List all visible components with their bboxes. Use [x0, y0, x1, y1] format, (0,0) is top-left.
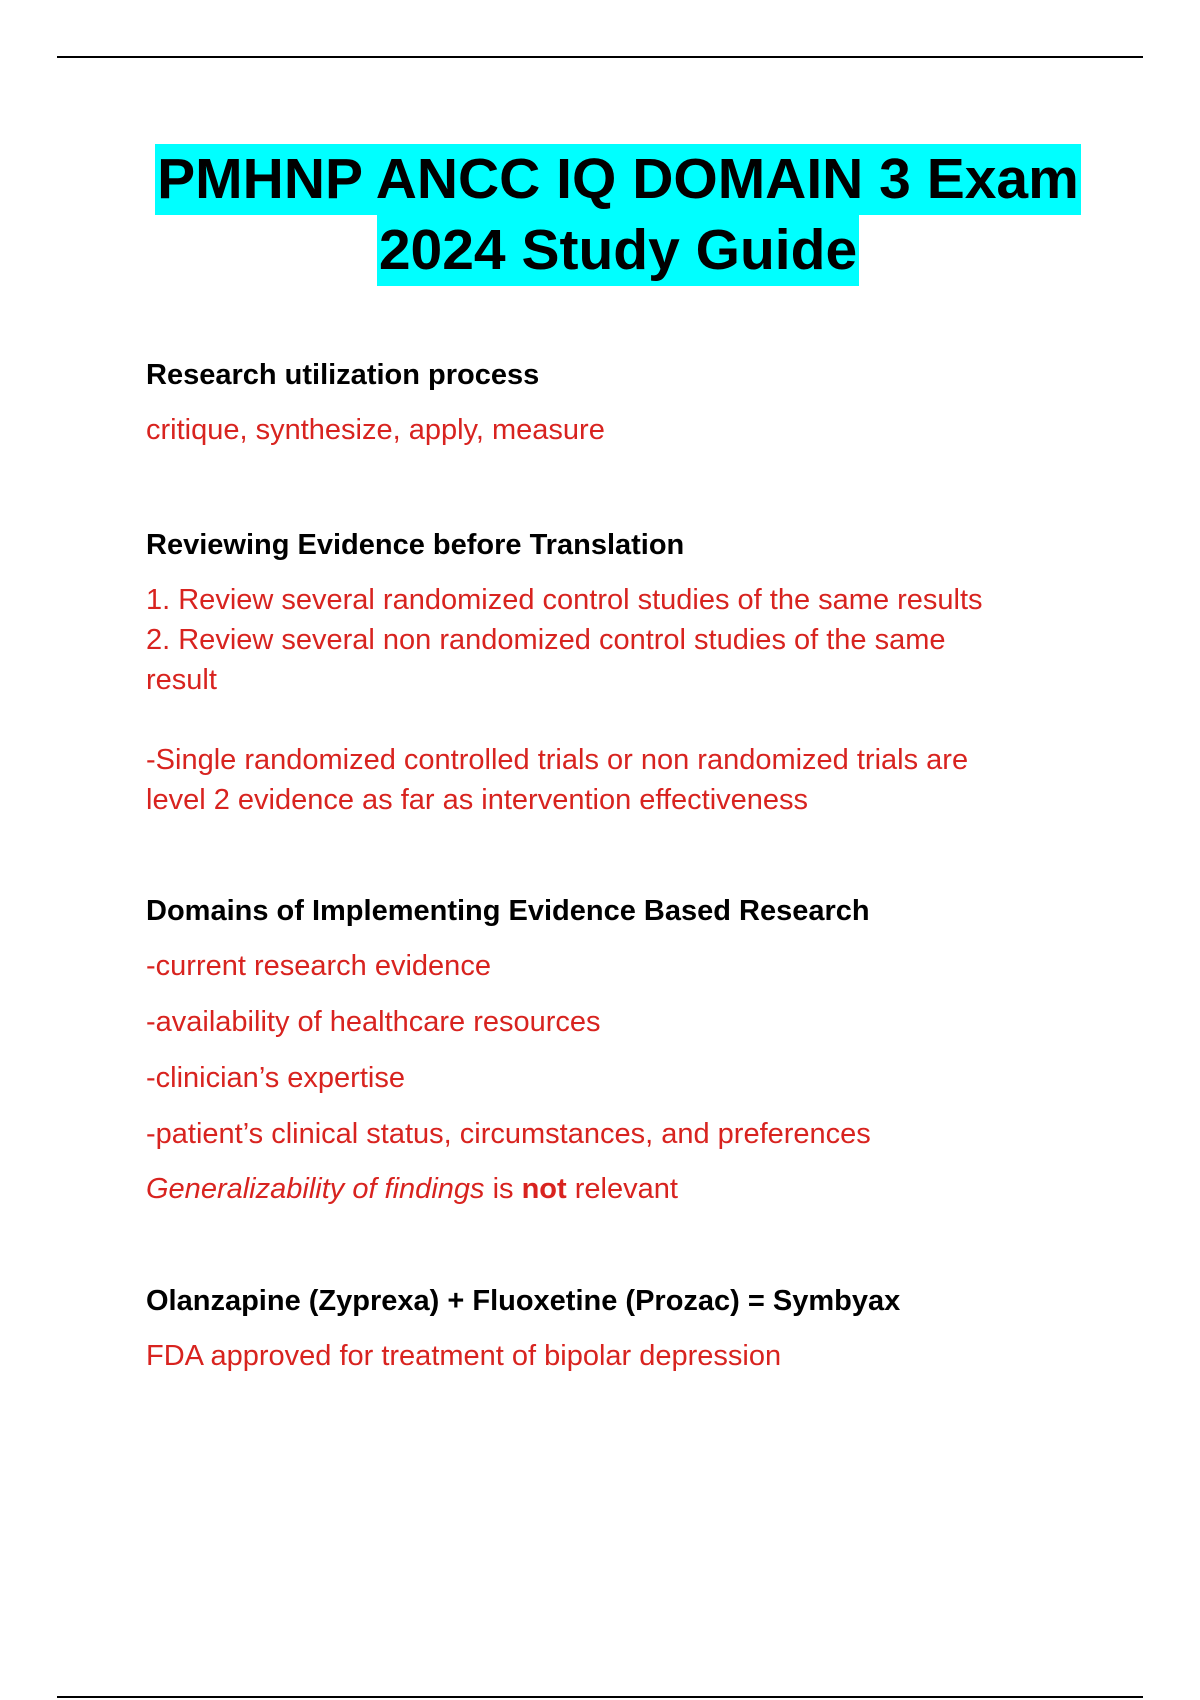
page-title	[0, 144, 1200, 286]
question-heading: Domains of Implementing Evidence Based Research	[146, 895, 870, 927]
answer-line: 2. Review several non randomized control studies of the same	[146, 624, 946, 656]
answer-text: FDA approved for treatment of bipolar depression	[146, 1340, 782, 1372]
title-line-1: PMHNP ANCC IQ DOMAIN 3 Exam	[155, 144, 1081, 215]
answer-line: level 2 evidence as far as intervention effectiveness	[146, 784, 809, 816]
note-mid: is	[484, 1173, 522, 1205]
answer-line: -current research evidence	[146, 950, 491, 982]
section-research-utilization	[146, 355, 1146, 450]
top-rule	[57, 56, 1143, 58]
answer-line: 1. Review several randomized control studies of the same results	[146, 584, 983, 616]
answer-line: -availability of healthcare resources	[146, 1006, 601, 1038]
answer-line: result	[146, 664, 217, 696]
note-bold: not	[521, 1173, 567, 1205]
note-italic: Generalizability of findings	[146, 1173, 485, 1205]
answer-text: critique, synthesize, apply, measure	[146, 414, 605, 446]
question-heading: Reviewing Evidence before Translation	[146, 529, 685, 561]
question-heading: Olanzapine (Zyprexa) + Fluoxetine (Prozac) = Symbyax	[146, 1285, 901, 1317]
section-reviewing-evidence	[146, 525, 1146, 820]
answer-line: -Single randomized controlled trials or non randomized trials are	[146, 744, 969, 776]
note-line	[146, 1169, 1146, 1209]
study-guide-content	[146, 355, 1146, 1376]
title-line-2: 2024 Study Guide	[377, 215, 859, 286]
answer-line: -clinician’s expertise	[146, 1062, 405, 1094]
note-end: relevant	[566, 1173, 678, 1205]
question-heading: Research utilization process	[146, 359, 540, 391]
bottom-rule	[57, 1696, 1143, 1698]
section-symbyax	[146, 1281, 1146, 1376]
section-domains-implementing	[146, 891, 1146, 1209]
answer-line: -patient’s clinical status, circumstances, and preferences	[146, 1118, 871, 1150]
